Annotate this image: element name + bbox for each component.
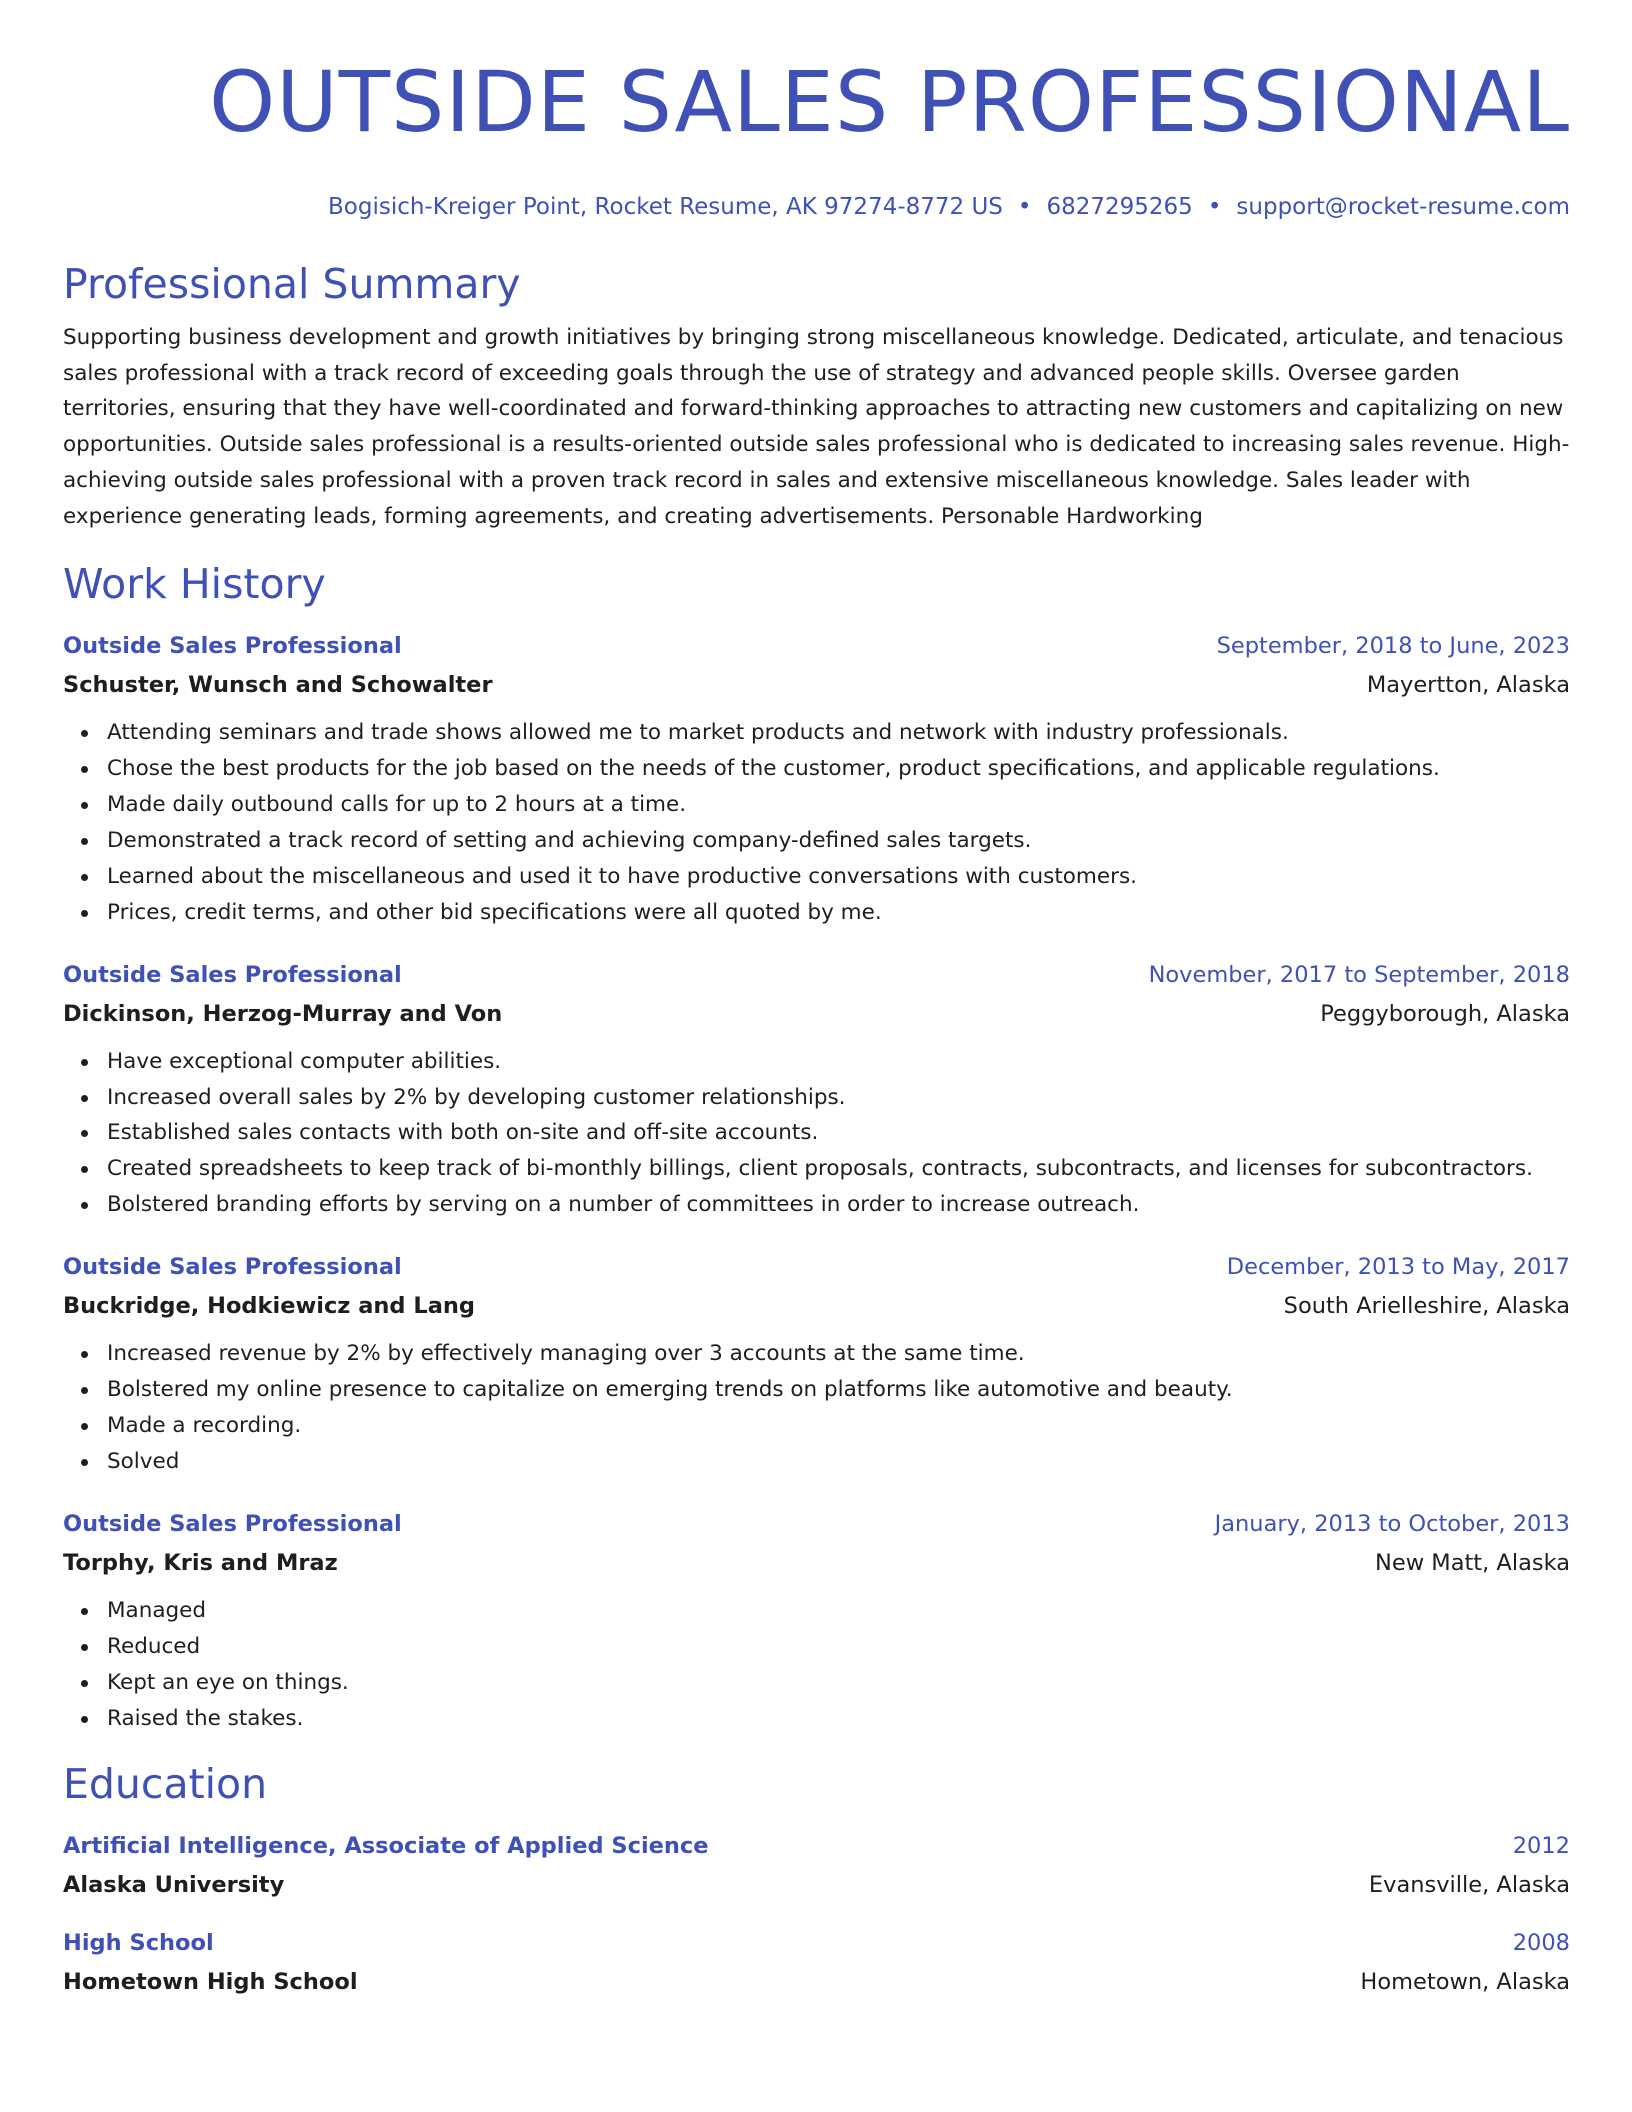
job-entry [63, 630, 1570, 930]
job-company: Schuster, Wunsch and Schowalter [63, 672, 493, 699]
job-bullets [63, 715, 1570, 930]
job-company: Buckridge, Hodkiewicz and Lang [63, 1293, 476, 1320]
job-bullets [63, 1336, 1570, 1480]
job-bullet: Chose the best products for the job based on the needs of the customer, product specifications, and applicable regulations. [107, 751, 1570, 787]
education-location: Evansville, Alaska [1368, 1872, 1570, 1899]
job-dates: September, 2018 to June, 2023 [1216, 633, 1570, 660]
job-location: Mayertton, Alaska [1366, 672, 1570, 699]
job-title: Outside Sales Professional [63, 961, 402, 988]
contact-email[interactable]: support@rocket-resume.com [1236, 194, 1570, 220]
job-dates: December, 2013 to May, 2017 [1226, 1254, 1570, 1281]
education-year: 2008 [1512, 1930, 1570, 1957]
job-company: Torphy, Kris and Mraz [63, 1549, 338, 1576]
summary-heading: Professional Summary [63, 260, 521, 308]
candidate-name: OUTSIDE SALES PROFESSIONAL [209, 53, 1570, 151]
job-bullet: Made a recording. [107, 1408, 1570, 1444]
job-title: Outside Sales Professional [63, 1254, 402, 1281]
education-section [63, 1758, 1570, 1998]
education-location: Hometown, Alaska [1360, 1969, 1570, 1996]
job-entry [63, 959, 1570, 1224]
job-title: Outside Sales Professional [63, 1510, 402, 1537]
education-school: Hometown High School [63, 1969, 358, 1996]
job-dates: January, 2013 to October, 2013 [1214, 1510, 1570, 1537]
contact-phone[interactable]: 6827295265 [1046, 194, 1193, 220]
job-bullet: Established sales contacts with both on-site and off-site accounts. [107, 1115, 1570, 1151]
contact-separator: • [1017, 194, 1032, 220]
job-location: South Arielleshire, Alaska [1283, 1293, 1570, 1320]
job-bullet: Kept an eye on things. [107, 1665, 1570, 1701]
summary-text: Supporting business development and growth initiatives by bringing strong miscellaneous knowledge. Dedicated, articulate, and tenacious sales professional with a track record of exceeding goals through the use of strategy and advanced people skills. Oversee garden territories, ensuring that they have well-coordinated and forward-thinking approaches to attracting new customers and capitalizing on new opportunities. Outside sales professional is a results-oriented outside sales professional who is dedicated to increasing sales revenue. High-achieving outside sales professional with a proven track record in sales and extensive miscellaneous knowledge. Sales leader with experience generating leads, forming agreements, and creating advertisements. Personable Hardworking [63, 325, 1570, 529]
job-company: Dickinson, Herzog-Murray and Von [63, 1000, 503, 1027]
job-bullet: Learned about the miscellaneous and used it to have productive conversations with customers. [107, 859, 1570, 895]
contact-separator: • [1207, 194, 1222, 220]
work-history-section [63, 558, 1570, 1736]
job-bullet: Made daily outbound calls for up to 2 hours at a time. [107, 787, 1570, 823]
education-entry [63, 1830, 1570, 1901]
job-bullet: Solved [107, 1444, 1570, 1480]
job-entry [63, 1251, 1570, 1480]
contact-address: Bogisich-Kreiger Point, Rocket Resume, AK 97274-8772 US [328, 194, 1003, 220]
job-bullet: Have exceptional computer abilities. [107, 1044, 1570, 1080]
summary-section [63, 258, 1570, 534]
job-entry [63, 1508, 1570, 1737]
job-location: New Matt, Alaska [1375, 1549, 1570, 1576]
job-bullet: Increased overall sales by 2% by developing customer relationships. [107, 1080, 1570, 1116]
job-bullet: Bolstered branding efforts by serving on a number of committees in order to increase outreach. [107, 1187, 1570, 1223]
job-location: Peggyborough, Alaska [1320, 1000, 1570, 1027]
job-bullet: Raised the stakes. [107, 1701, 1570, 1737]
resume-header [63, 52, 1570, 222]
education-school: Alaska University [63, 1872, 285, 1899]
work-history-heading: Work History [63, 560, 326, 609]
education-year: 2012 [1512, 1833, 1570, 1860]
education-degree: Artificial Intelligence, Associate of Applied Science [63, 1833, 709, 1860]
job-title: Outside Sales Professional [63, 633, 402, 660]
job-bullet: Prices, credit terms, and other bid specifications were all quoted by me. [107, 895, 1570, 931]
job-bullet: Demonstrated a track record of setting and achieving company-defined sales targets. [107, 823, 1570, 859]
education-degree: High School [63, 1930, 214, 1957]
job-bullet: Managed [107, 1593, 1570, 1629]
job-dates: November, 2017 to September, 2018 [1148, 961, 1570, 988]
job-bullet: Bolstered my online presence to capitalize on emerging trends on platforms like automotive and beauty. [107, 1372, 1570, 1408]
contact-line [63, 192, 1570, 222]
education-heading: Education [63, 1760, 268, 1809]
education-entry [63, 1927, 1570, 1998]
job-bullets [63, 1593, 1570, 1737]
job-bullet: Created spreadsheets to keep track of bi-monthly billings, client proposals, contracts, subcontracts, and licenses for subcontractors. [107, 1151, 1570, 1187]
job-bullet: Reduced [107, 1629, 1570, 1665]
job-bullets [63, 1044, 1570, 1224]
job-bullet: Increased revenue by 2% by effectively managing over 3 accounts at the same time. [107, 1336, 1570, 1372]
job-bullet: Attending seminars and trade shows allowed me to market products and network with industry professionals. [107, 715, 1570, 751]
